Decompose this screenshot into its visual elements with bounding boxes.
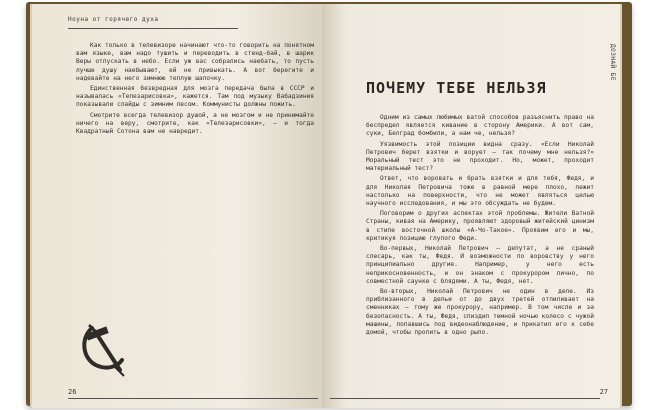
- paragraph: Одним из самых любимых ватой способов разъяснить право на беспредел является кивание в сторону Америки. А вот сам, суки, Белград бомбили, а нам че, нельзя?: [366, 114, 594, 138]
- paragraph: Как только в телевизоре начинают что-то говорить на понятном вам языке, вам надо тушить и переводить в стенд-бай, в шарик Веры отпускать в небо. Если уж вас собрались наебать, то пусть лучше душу наебывают, ей не привыкать. А вот берегите и надевайте на него зимнюю теплую шапочку.: [76, 42, 314, 82]
- page-number: 26: [68, 388, 77, 396]
- paragraph: Поговорим о других аспектах этой проблемы. Жители Ватной Страны, кивая на Америку, проявляют здоровый житейский цинизм в стиле восточной школы «А-Чо-Такое». Проявим его и мы, критикуя позицию глупого Феди.: [366, 210, 594, 242]
- paragraph: Ответ, что воровать и брать взятки и для тебя, Федя, и для Николая Петровича тоже в равной мере плохо, лежит настолько на поверхности, что не может являться целью научного исследования, и мы это обсуждать не будем.: [366, 175, 594, 208]
- paragraph: Единственная безвредная для мозга передача была в СССР и называлась «Телезарисовка», кажется. Там под музыку Вабадзиния показывали слайды с зимним лесом. Коммунисты должны пожить.: [76, 85, 314, 109]
- footer-rule: [330, 398, 600, 399]
- paragraph: Уязвимость этой позиции видна сразу. «Если Николай Петрович берет взятки и ворует – так почему мне нельзя?» Моральный тест это не проходит. Но, может, проходит материальный тест?: [366, 140, 594, 173]
- page-number: 27: [599, 388, 608, 396]
- side-label: ДОЗНАЙ БЕ: [609, 44, 616, 82]
- left-page: [30, 4, 322, 408]
- left-page-body: [76, 42, 314, 138]
- paragraph: Во-первых, Николай Петрович – депутат, а не сраный слесарь, как ты, Федя. И возможности по воровству у него принципиально другие. Например, у него есть неприкосновенность, и он знаком с прокурором лично, по совместной саунке с блядями. А ты, Федя, нет.: [366, 245, 594, 285]
- right-page-body: [366, 114, 594, 339]
- header-rule: [68, 28, 238, 29]
- chapter-title: ПОЧЕМУ ТЕБЕ НЕЛЬЗЯ: [366, 79, 547, 97]
- paragraph: Во-вторых, Николай Петрович не один в деле. Из приблизанного в дельи от до двух третей отпиливает на сменниках – тому же прокурору, например. В том числе и за безопасность. А ты, Федя, спиздил темной ночью колесо с чужой машины, попавшись под видеонаблюдение, и прикатил его к себе домой, чтобы пропить в одно рыло.: [366, 288, 594, 337]
- paragraph: Смотрите всегда телевизор душой, а не мозгом и не принимайте ничего на веру, смотрите, как «Телезарисовки», – и тогда Квадратный Сотона вам не навредит.: [76, 111, 314, 136]
- right-page: [322, 4, 622, 408]
- footer-rule: [68, 398, 318, 399]
- running-header: Ноуна от горячего духа: [68, 16, 159, 23]
- hammer-and-sickle-icon: [78, 322, 130, 378]
